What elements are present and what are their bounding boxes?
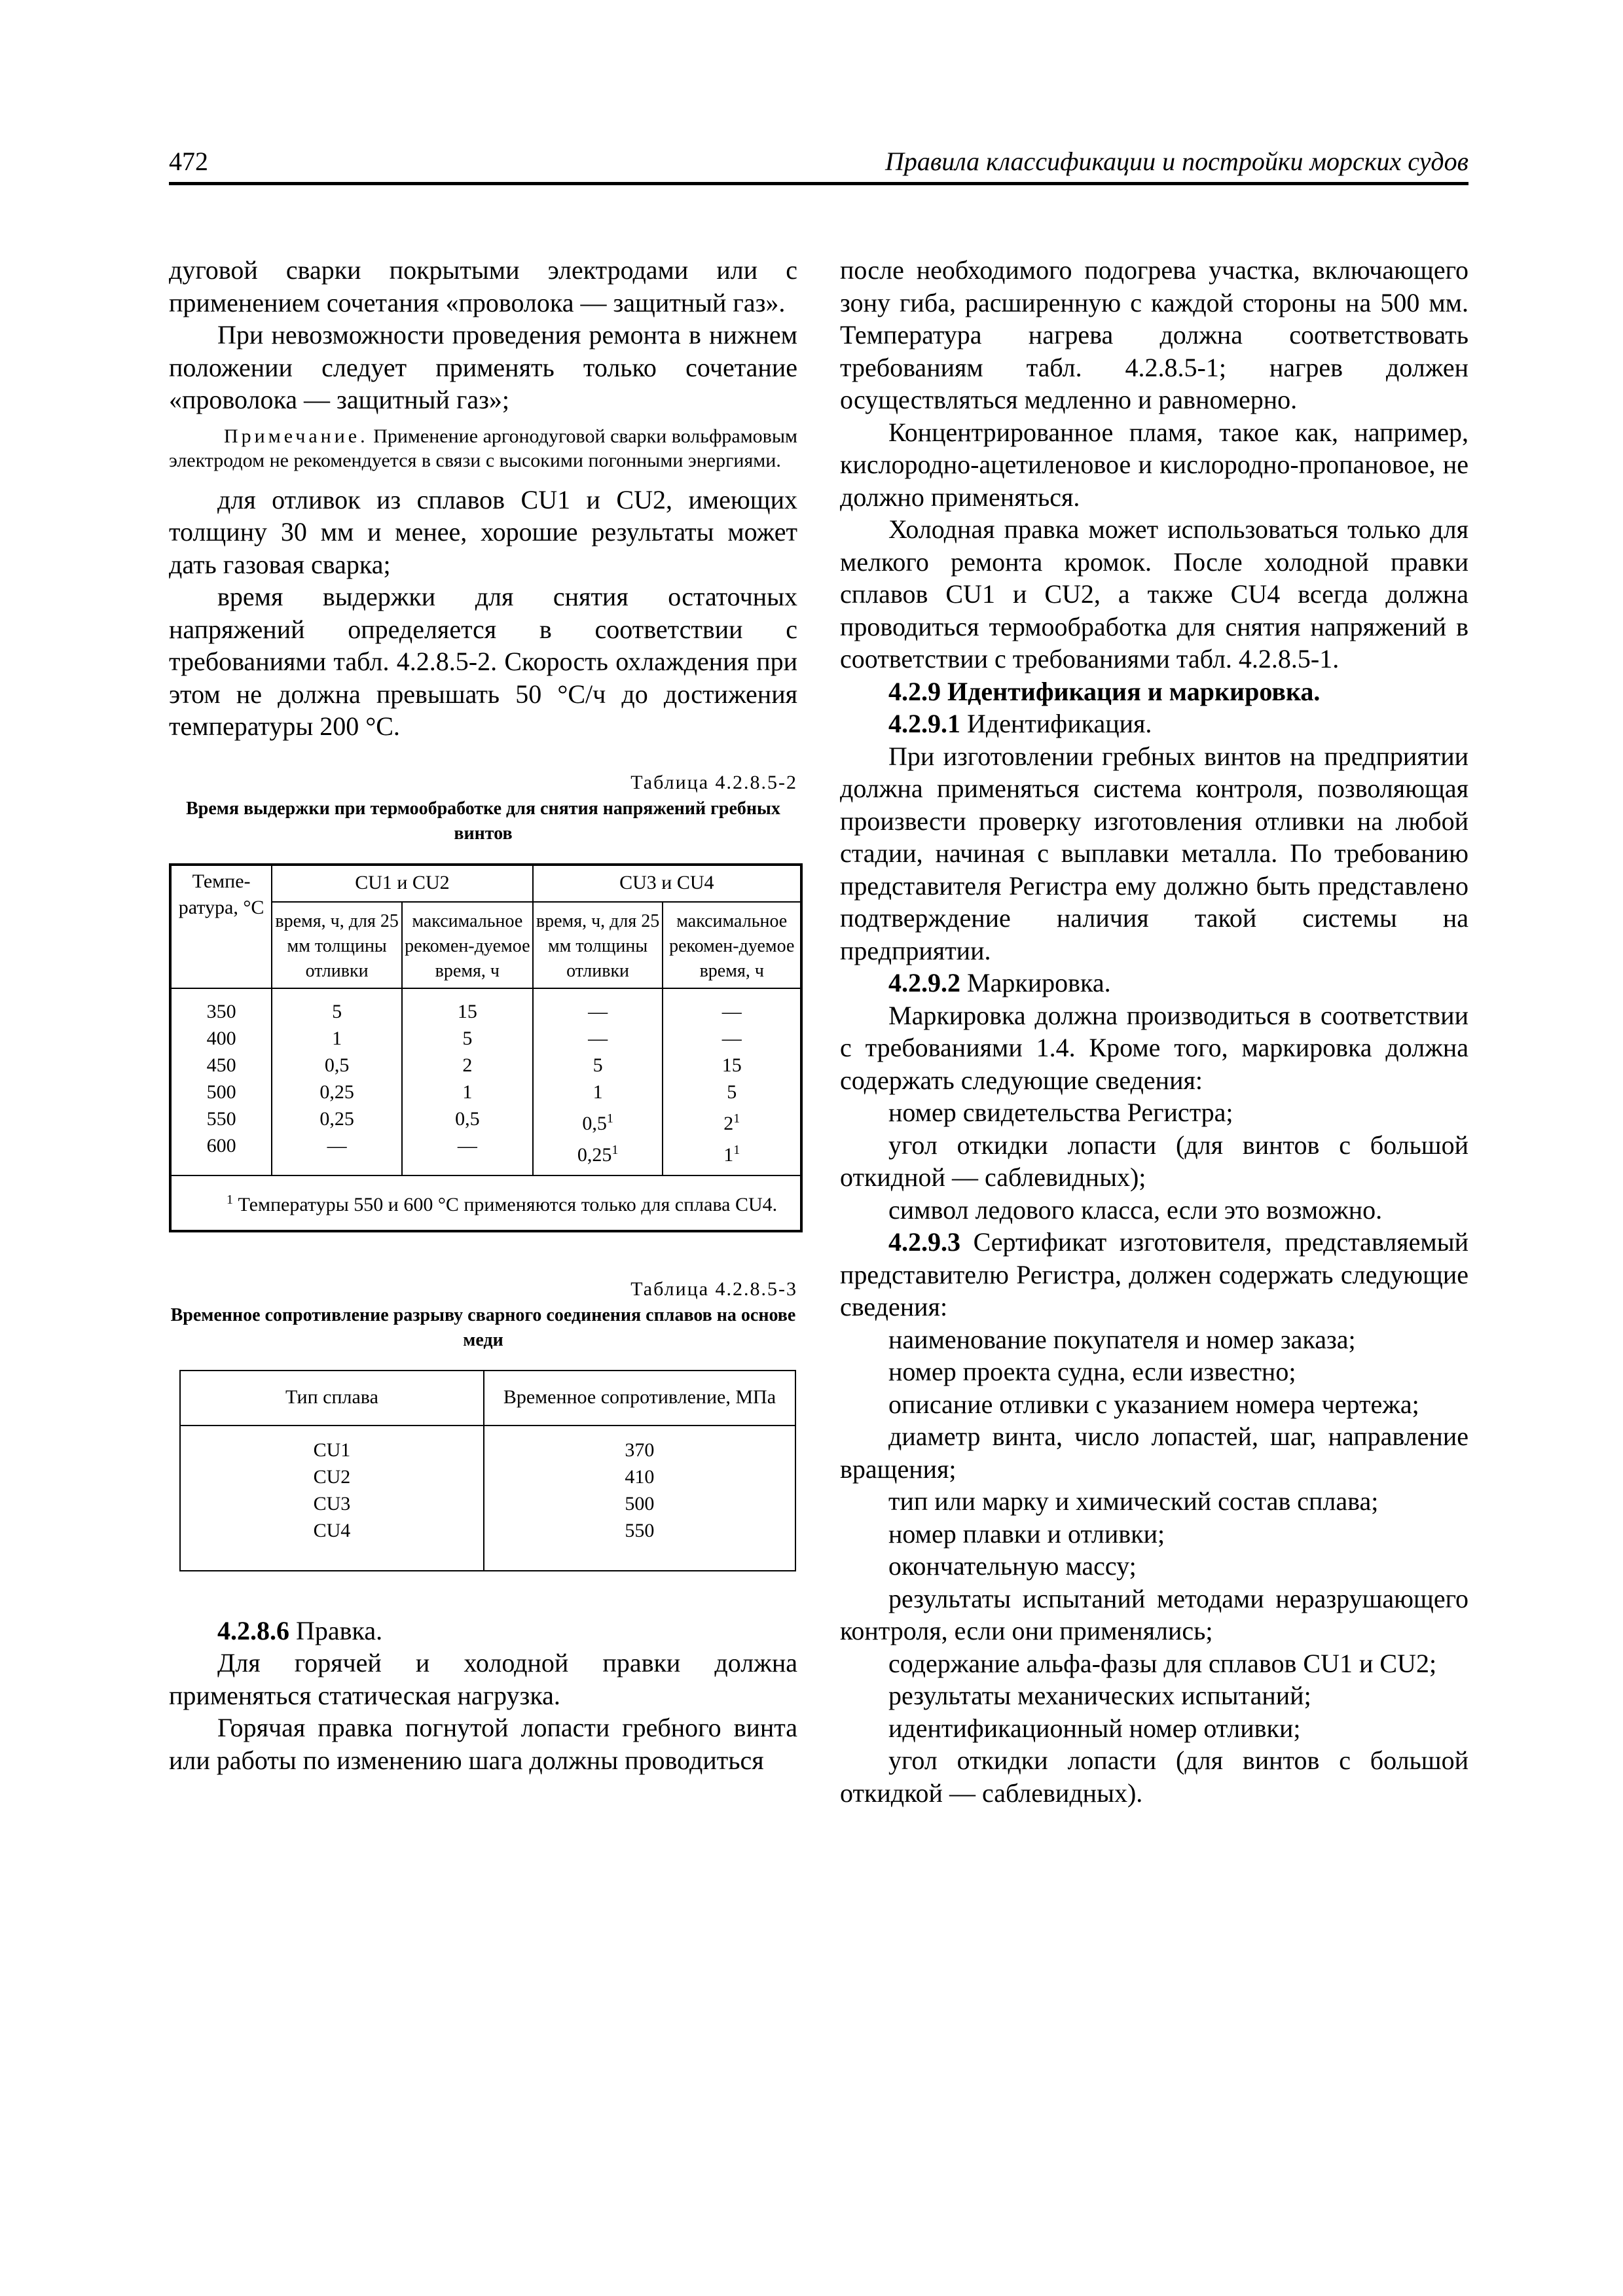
table-cell <box>663 1137 800 1168</box>
section-number: 4.2.8.6 <box>217 1615 289 1645</box>
table-cell: 450 <box>206 1054 236 1076</box>
list-item: идентификационный номер отливки; <box>888 1713 1301 1743</box>
list-item: окончательную массу; <box>888 1551 1137 1581</box>
list-item: номер проекта судна, если известно; <box>888 1357 1296 1386</box>
table-number: Таблица 4.2.8.5-3 <box>630 1278 797 1300</box>
list-item: содержание альфа-фазы для сплавов CU1 и CU2; <box>888 1648 1437 1678</box>
table-cell: 15 <box>721 1054 742 1076</box>
list-item: тип или марку и химический состав сплава; <box>888 1486 1379 1516</box>
footnote-mark: 1 <box>733 1142 740 1157</box>
right-column <box>840 254 1468 1809</box>
list-item: диаметр винта, число лопастей, шаг, направление вращения; <box>840 1422 1468 1484</box>
table-cell: 350 <box>206 1000 236 1022</box>
alloy-column <box>180 1426 484 1571</box>
section-paragraph <box>840 1226 1468 1323</box>
table-cell: 1 <box>593 1081 603 1103</box>
list-item: результаты механических испытаний; <box>888 1681 1311 1710</box>
note <box>169 424 797 473</box>
table-cell: 1 <box>332 1027 342 1049</box>
table-cell: 370 <box>625 1439 655 1461</box>
sub-header: время, ч, для 25 мм толщины отливки <box>533 902 663 988</box>
list-item: угол откидки лопасти (для винтов с большой откидкой — саблевидных). <box>840 1746 1468 1808</box>
table-cell: 5 <box>593 1054 603 1076</box>
footnote-mark: 1 <box>606 1111 613 1126</box>
holding-time-table <box>169 863 803 1232</box>
cu3-cu4-time-column <box>533 988 663 1175</box>
sub-header: максимальное рекомен-дуемое время, ч <box>663 902 801 988</box>
paragraph: Маркировка должна производиться в соответствии с требованиями 1.4. Кроме того, маркировка должна содержать следующие сведения: <box>840 1000 1468 1095</box>
paragraph: Для горячей и холодной правки должна применяться статическая нагрузка. <box>169 1648 797 1710</box>
page-header <box>169 145 1468 185</box>
cell-value: 0,5 <box>582 1112 607 1134</box>
cell-value: 0,25 <box>577 1143 612 1166</box>
section-heading <box>840 708 1468 740</box>
table-cell: 5 <box>727 1081 737 1103</box>
table-cell: — <box>721 1000 742 1022</box>
col-tensile-header: Временное сопротивление, МПа <box>484 1371 795 1426</box>
section-text: Сертификат изготовителя, представляемый представителю Регистра, должен содержать следующие сведения: <box>840 1227 1468 1321</box>
section-number: 4.2.9.1 <box>888 709 960 738</box>
table-title: Временное сопротивление разрыву сварного соединения сплавов на основе меди <box>170 1304 796 1350</box>
paragraph: Горячая правка погнутой лопасти гребного винта или работы по изменению шага должны проводиться <box>169 1713 797 1775</box>
footnote-mark: 1 <box>733 1111 740 1126</box>
section-title: Правка. <box>289 1615 383 1645</box>
footnote-mark: 1 <box>227 1192 233 1207</box>
table-title: Время выдержки при термообработке для снятия напряжений гребных винтов <box>186 798 780 844</box>
table-cell: CU2 <box>313 1465 351 1488</box>
table-cell: CU3 <box>313 1492 351 1515</box>
table-cell: 0,25 <box>319 1081 354 1103</box>
tensile-strength-table <box>179 1370 796 1571</box>
list-item: описание отливки с указанием номера чертежа; <box>888 1389 1419 1419</box>
table-cell: 2 <box>462 1054 473 1076</box>
list-item: угол откидки лопасти (для винтов с большой откидной — саблевидных); <box>840 1130 1468 1192</box>
table-cell: CU4 <box>313 1519 351 1541</box>
table-number: Таблица 4.2.8.5-2 <box>630 771 797 793</box>
paragraph: Холодная правка может использоваться только для мелкого ремонта кромок. После холодной правки сплавов CU1 и CU2, а также CU4 всегда должна проводиться термообработка для снятия напряжений в соответствии с требованиями табл. 4.2.8.5-1. <box>840 514 1468 673</box>
table-cell: 0,5 <box>324 1054 350 1076</box>
cell-value: 2 <box>723 1112 734 1134</box>
table-cell: — <box>327 1134 347 1157</box>
col-temperature-header: Темпе-ратура, °С <box>170 865 272 988</box>
running-title: Правила классификации и постройки морских судов <box>884 147 1468 176</box>
left-column <box>169 254 797 1776</box>
paragraph: время выдержки для снятия остаточных напряжений определяется в соответствии с требованиями табл. 4.2.8.5-2. Скорость охлаждения при этом не должна превышать 50 °С/ч до достижения температуры 200 °С. <box>169 582 797 741</box>
table-cell: 0,25 <box>319 1107 354 1130</box>
temperature-column <box>170 988 272 1175</box>
section-number: 4.2.9.3 <box>888 1227 960 1257</box>
paragraph: после необходимого подогрева участка, включающего зону гиба, расширенную с каждой стороны на 500 мм. Температура нагрева должна соответствовать требованиям табл. 4.2.8.5-1; нагрев должен осуществляться медленно и равномерно. <box>840 255 1468 414</box>
table-cell: CU1 <box>313 1439 351 1461</box>
cu1-cu2-time-column <box>272 988 402 1175</box>
table-cell <box>534 1105 663 1137</box>
table-cell: 550 <box>625 1519 655 1541</box>
footnote-mark: 1 <box>611 1142 619 1157</box>
section-title: Идентификация. <box>960 709 1152 738</box>
table-cell <box>534 1137 663 1168</box>
table-cell: 1 <box>462 1081 473 1103</box>
section-number: 4.2.9.2 <box>888 968 960 997</box>
note-text: Применение аргонодуговой сварки вольфрамовым электродом не рекомендуется в связи с высокими погонными энергиями. <box>169 425 797 471</box>
table-cell: — <box>588 1000 608 1022</box>
page-number: 472 <box>169 147 208 176</box>
list-item: результаты испытаний методами неразрушающего контроля, если они применялись; <box>840 1583 1468 1645</box>
section-heading <box>169 1615 797 1647</box>
col-alloy-type-header: Тип сплава <box>180 1371 484 1426</box>
note-label: Примечание. <box>224 425 369 447</box>
table-cell: 410 <box>625 1465 655 1488</box>
cu1-cu2-max-column <box>402 988 533 1175</box>
list-item: наименование покупателя и номер заказа; <box>888 1324 1356 1354</box>
table-cell <box>663 1105 800 1137</box>
group-header-cu3-cu4: CU3 и CU4 <box>533 865 801 902</box>
sub-header: время, ч, для 25 мм толщины отливки <box>272 902 402 988</box>
paragraph: Концентрированное пламя, такое как, например, кислородно-ацетиленовое и кислородно-пропановое, не должно применяться. <box>840 417 1468 512</box>
table-cell: 500 <box>206 1081 236 1103</box>
table-cell: 15 <box>457 1000 477 1022</box>
section-title: 4.2.9 Идентификация и маркировка. <box>888 676 1321 706</box>
cell-value: 1 <box>723 1143 734 1166</box>
section-heading <box>840 675 1468 708</box>
paragraph: При изготовлении гребных винтов на предприятии должна применяться система контроля, позволяющая произвести проверку изготовления отливки на любой стадии, начиная с выплавки металла. По требованию представителя Регистра ему должно быть представлено подтверждение наличия такой системы на предприятии. <box>840 741 1468 965</box>
table-cell: — <box>721 1027 742 1049</box>
tensile-column <box>484 1426 795 1571</box>
cu3-cu4-max-column <box>663 988 801 1175</box>
table-cell: 500 <box>625 1492 655 1515</box>
footnote-text: Температуры 550 и 600 °С применяются только для сплава CU4. <box>238 1193 778 1215</box>
table-cell: — <box>588 1027 608 1049</box>
table-cell: 5 <box>462 1027 473 1049</box>
table-cell: 5 <box>332 1000 342 1022</box>
paragraph: дуговой сварки покрытыми электродами или с применением сочетания «проволока — защитный газ». <box>169 255 797 317</box>
list-item: номер плавки и отливки; <box>888 1518 1165 1549</box>
table-cell: 400 <box>206 1027 236 1049</box>
paragraph: для отливок из сплавов CU1 и CU2, имеющих толщину 30 мм и менее, хорошие результаты может дать газовая сварка; <box>169 484 797 579</box>
list-item: номер свидетельства Регистра; <box>888 1098 1233 1127</box>
group-header-cu1-cu2: CU1 и CU2 <box>272 865 532 902</box>
table-footnote <box>170 1175 801 1231</box>
list-item: символ ледового класса, если это возможно. <box>888 1194 1383 1225</box>
table-cell: 0,5 <box>455 1107 480 1130</box>
table-cell: 550 <box>206 1107 236 1130</box>
sub-header: максимальное рекомен-дуемое время, ч <box>402 902 533 988</box>
section-title: Маркировка. <box>960 968 1111 997</box>
paragraph: При невозможности проведения ремонта в нижнем положении следует применять только сочетание «проволока — защитный газ»; <box>169 320 797 414</box>
section-heading <box>840 967 1468 999</box>
table-cell: 600 <box>206 1134 236 1157</box>
table-cell: — <box>457 1134 477 1157</box>
